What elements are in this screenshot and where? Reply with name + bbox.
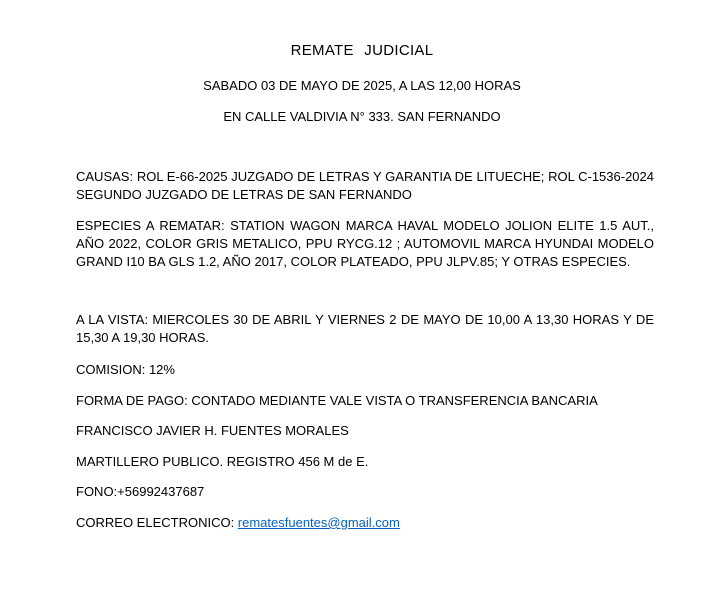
especies-paragraph: ESPECIES A REMATAR: STATION WAGON MARCA HAVAL MODELO JOLION ELITE 1.5 AUT., AÑO 2022, COLOR GRIS METALICO, PPU RYCG.12 ; AUTOMOVIL MARCA HYUNDAI MODELO GRAND I10 BA GLS 1.2, AÑO 2017, COLOR PLATEADO, PPU JLPV.85; Y OTRAS ESPECIES. <box>76 218 654 269</box>
causas-paragraph: CAUSAS: ROL E-66-2025 JUZGADO DE LETRAS Y GARANTIA DE LITUECHE; ROL C-1536-2024 SEGUNDO JUZGADO DE LETRAS DE SAN FERNANDO <box>76 169 654 202</box>
auctioneer-name: FRANCISCO JAVIER H. FUENTES MORALES <box>76 423 349 438</box>
a-la-vista-paragraph: A LA VISTA: MIERCOLES 30 DE ABRIL Y VIERNES 2 DE MAYO DE 10,00 A 13,30 HORAS Y DE 15,30 A 19,30 HORAS. <box>76 312 654 345</box>
phone-line: FONO:+56992437687 <box>76 484 205 499</box>
auction-date-line: SABADO 03 DE MAYO DE 2025, A LAS 12,00 HORAS <box>203 78 521 93</box>
martillero-registro-line: MARTILLERO PUBLICO. REGISTRO 456 M de E. <box>76 454 369 469</box>
auction-location-line: EN CALLE VALDIVIA N° 333. SAN FERNANDO <box>223 109 501 124</box>
comision-line: COMISION: 12% <box>76 362 175 377</box>
forma-pago-line: FORMA DE PAGO: CONTADO MEDIANTE VALE VISTA O TRANSFERENCIA BANCARIA <box>76 393 598 408</box>
email-label: CORREO ELECTRONICO: <box>76 515 238 530</box>
email-link[interactable]: rematesfuentes@gmail.com <box>237 515 400 530</box>
email-line <box>76 514 654 532</box>
notice-title: REMATE JUDICIAL <box>290 42 434 59</box>
